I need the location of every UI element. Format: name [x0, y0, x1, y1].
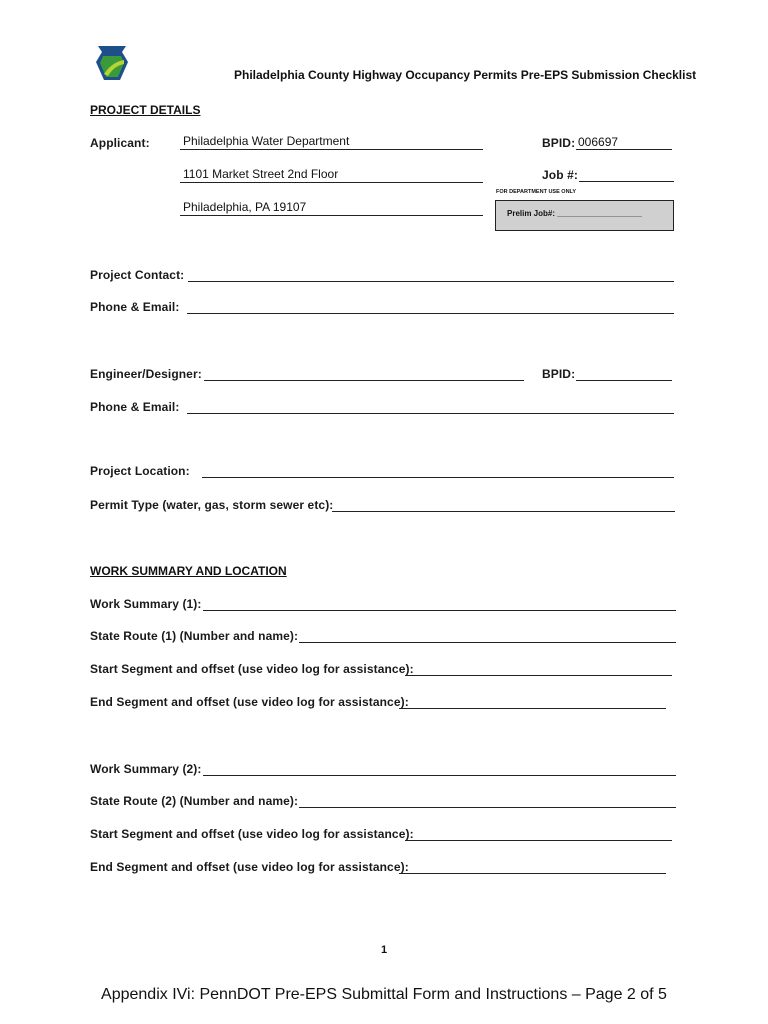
work-summary-heading: WORK SUMMARY AND LOCATION — [90, 564, 287, 578]
document-title: Philadelphia County Highway Occupancy Permits Pre-EPS Submission Checklist — [234, 68, 697, 82]
address-line1-value: 1101 Market Street 2nd Floor — [183, 167, 339, 181]
penndot-keystone-logo-icon — [94, 44, 130, 82]
project-details-heading: PROJECT DETAILS — [90, 103, 201, 117]
end-segment-2-field[interactable] — [399, 873, 666, 874]
start-segment-2-field[interactable] — [405, 840, 672, 841]
phone-email-label: Phone & Email: — [90, 300, 180, 314]
engineer-phone-email-field[interactable] — [187, 413, 674, 414]
project-location-field[interactable] — [202, 477, 674, 478]
state-route-1-label: State Route (1) (Number and name): — [90, 629, 299, 643]
work-summary-2-field[interactable] — [203, 775, 676, 776]
start-segment-1-field[interactable] — [405, 675, 672, 676]
page-number: 1 — [380, 944, 388, 956]
bpid-value: 006697 — [578, 135, 619, 149]
start-segment-2-label: Start Segment and offset (use video log for assistance): — [90, 827, 414, 841]
engineer-phone-email-label: Phone & Email: — [90, 400, 180, 414]
state-route-2-field[interactable] — [299, 807, 676, 808]
project-contact-label: Project Contact: — [90, 268, 185, 282]
applicant-name-value: Philadelphia Water Department — [183, 134, 350, 148]
prelim-job-field: Prelim Job#: ___________________ — [507, 209, 642, 218]
job-number-field[interactable] — [579, 181, 674, 182]
address-line2-field[interactable] — [180, 215, 483, 216]
appendix-footer: Appendix IVi: PennDOT Pre-EPS Submittal Form and Instructions – Page 2 of 5 — [101, 986, 667, 1003]
end-segment-2-label: End Segment and offset (use video log for assistance): — [90, 860, 409, 874]
department-use-only-label: FOR DEPARTMENT USE ONLY — [496, 189, 577, 195]
end-segment-1-label: End Segment and offset (use video log for assistance): — [90, 695, 409, 709]
permit-type-field[interactable] — [332, 511, 675, 512]
applicant-name-field[interactable] — [180, 149, 483, 150]
job-number-label: Job #: — [542, 168, 578, 182]
bpid-label: BPID: — [542, 136, 576, 150]
permit-type-label: Permit Type (water, gas, storm sewer etc): — [90, 498, 334, 512]
phone-email-field[interactable] — [187, 313, 674, 314]
address-line1-field[interactable] — [180, 182, 483, 183]
state-route-1-field[interactable] — [299, 642, 676, 643]
project-contact-field[interactable] — [188, 281, 674, 282]
engineer-designer-label: Engineer/Designer: — [90, 367, 202, 381]
engineer-designer-field[interactable] — [204, 380, 524, 381]
state-route-2-label: State Route (2) (Number and name): — [90, 794, 299, 808]
bpid-field[interactable] — [576, 149, 672, 150]
start-segment-1-label: Start Segment and offset (use video log for assistance): — [90, 662, 414, 676]
engineer-bpid-label: BPID: — [542, 367, 576, 381]
work-summary-2-label: Work Summary (2): — [90, 762, 202, 776]
end-segment-1-field[interactable] — [399, 708, 666, 709]
work-summary-1-field[interactable] — [203, 610, 676, 611]
address-line2-value: Philadelphia, PA 19107 — [183, 200, 307, 214]
project-location-label: Project Location: — [90, 464, 190, 478]
work-summary-1-label: Work Summary (1): — [90, 597, 202, 611]
department-use-box — [495, 200, 674, 231]
engineer-bpid-field[interactable] — [576, 380, 672, 381]
applicant-label: Applicant: — [90, 136, 150, 150]
